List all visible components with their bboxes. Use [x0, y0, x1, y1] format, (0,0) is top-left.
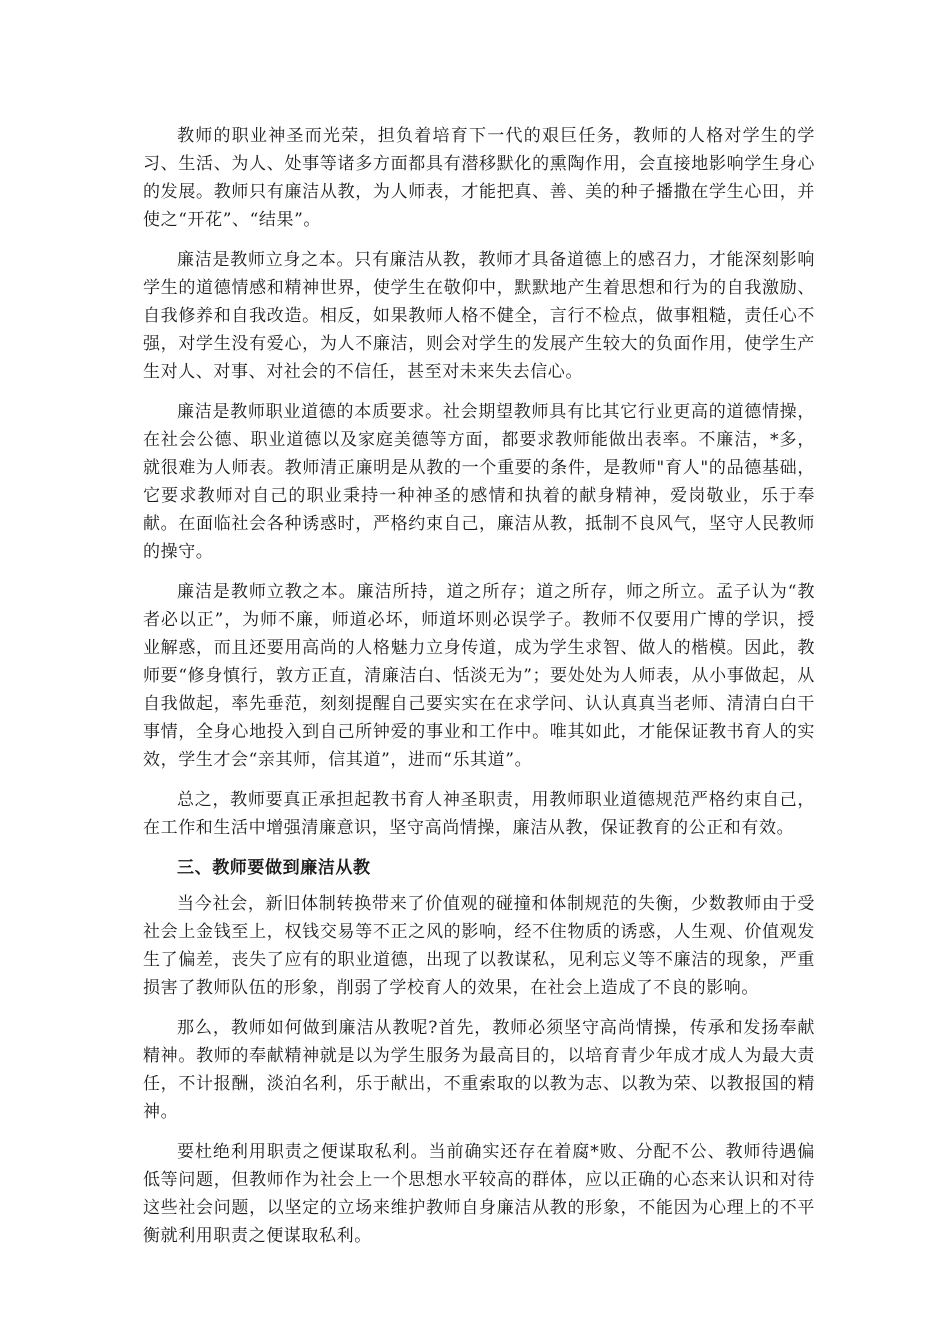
section-heading: 三、教师要做到廉洁从教 — [177, 858, 371, 878]
paragraph-teaching-root: 廉洁是教师立教之本。廉洁所持，道之所存；道之所存，师之所立。孟子认为“教者必以正”，为师不廉，师道必坏，师道坏则必误学子。教师不仅要用广博的学识，授业解惑，而且还要用高尚的人格魅力立身传道，成为学生求智、做人的楷模。因此，教师要“修身慎行，敦方正直，清廉洁白、恬淡无为”；要处处为人师表，从小事做起，从自我做起，率先垂范，刻刻提醒自己要实实在在求学问、认认真真当老师、清清白白干事情，全身心地投入到自己所钟爱的事业和工作中。唯其如此，才能保证教书育人的实效，学生才会“亲其师，信其道”，进而“乐其道”。 — [143, 582, 815, 770]
paragraph-teacher-profession: 教师的职业神圣而光荣，担负着培育下一代的艰巨任务，教师的人格对学生的学习、生活、为人、处事等诸多方面都具有潜移默化的熏陶作用，会直接地影响学生身心的发展。教师只有廉洁从教，为人师表，才能把真、善、美的种子播撒在学生心田，并使之“开花”、“结果”。 — [143, 126, 815, 230]
paragraph-current-society: 当今社会，新旧体制转换带来了价值观的碰撞和体制规范的失衡，少数教师由于受社会上金钱至上，权钱交易等不正之风的影响，经不住物质的诱惑，人生观、价值观发生了偏差，丧失了应有的职业道德，出现了以教谋私，见利忘义等不廉洁的现象，严重损害了教师队伍的形象，削弱了学校育人的效果，在社会上造成了不良的影响。 — [143, 894, 815, 998]
paragraph-ethics-requirement: 廉洁是教师职业道德的本质要求。社会期望教师具有比其它行业更高的道德情操，在社会公德、职业道德以及家庭美德等方面，都要求教师能做出表率。不廉洁，*多，就很难为人师表。教师清正廉明是从教的一个重要的条件，是教师"育人"的品德基础，它要求教师对自己的职业秉持一种神圣的感情和执着的献身精神，爱岗敬业，乐于奉献。在面临社会各种诱惑时，严格约束自己，廉洁从教，抵制不良风气，坚守人民教师的操守。 — [143, 402, 815, 562]
paragraph-integrity-foundation: 廉洁是教师立身之本。只有廉洁从教，教师才具备道德上的感召力，才能深刻影响学生的道德情感和精神世界，使学生在敬仰中，默默地产生着思想和行为的自我激励、自我修养和自我改造。相反，如果教师人格不健全，言行不检点，做事粗糙，责任心不强，对学生没有爱心，为人不廉洁，则会对学生的发展产生较大的负面作用，使学生产生对人、对事、对社会的不信任，甚至对未来失去信心。 — [143, 250, 815, 382]
paragraph-avoid-abuse: 要杜绝利用职责之便谋取私利。当前确实还存在着腐*败、分配不公、教师待遇偏低等问题，但教师作为社会上一个思想水平较高的群体，应以正确的心态来认识和对待这些社会问题，以坚定的立场来维护教师自身廉洁从教的形象，不能因为心理上的不平衡就利用职责之便谋取私利。 — [143, 1142, 815, 1246]
document-page — [143, 122, 815, 1262]
paragraph-how-to: 那么，教师如何做到廉洁从教呢?首先，教师必须坚守高尚情操，传承和发扬奉献精神。教师的奉献精神就是以为学生服务为最高目的，以培育青少年成才成人为最大责任，不计报酬，淡泊名利，乐于献出，不重索取的以教为志、以教为荣、以教报国的精神。 — [143, 1018, 815, 1122]
paragraph-summary: 总之，教师要真正承担起教书育人神圣职责，用教师职业道德规范严格约束自己，在工作和生活中增强清廉意识，坚守高尚情操，廉洁从教，保证教育的公正和有效。 — [143, 790, 815, 838]
